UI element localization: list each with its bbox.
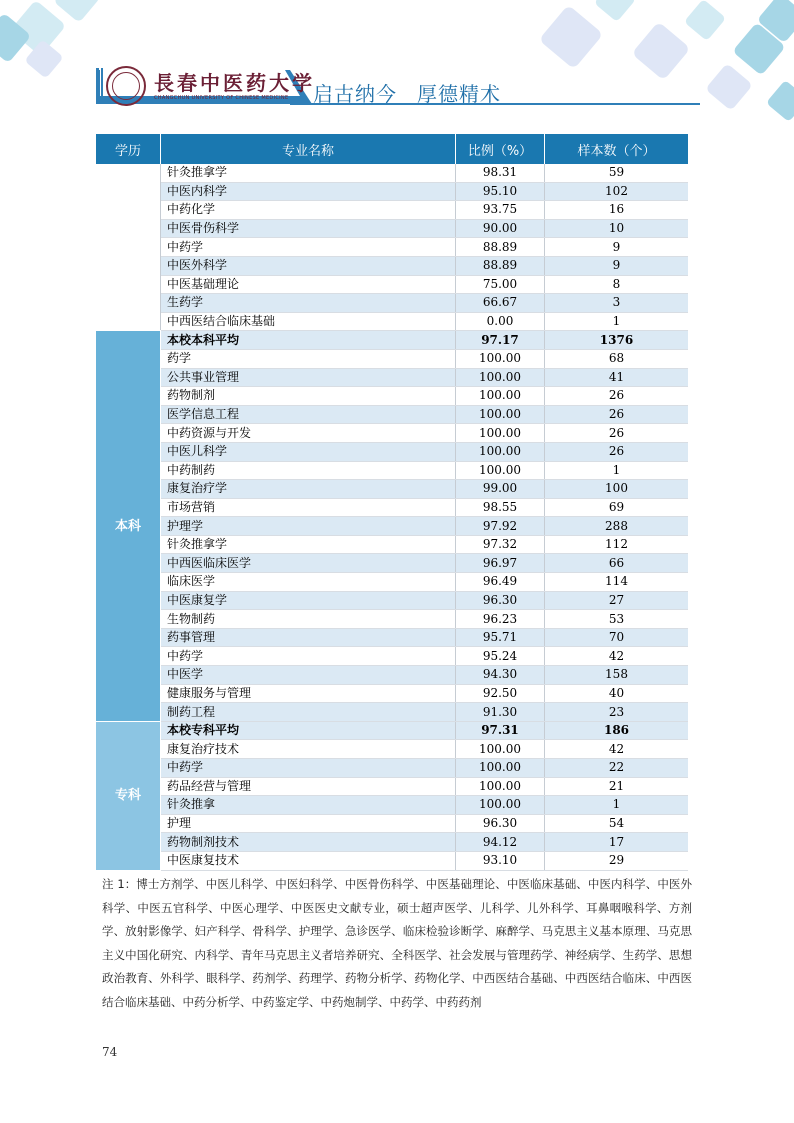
major-name-cell: 药品经营与管理 (161, 777, 456, 796)
sample-count-cell: 53 (545, 610, 689, 629)
header-ratio: 比例（%） (456, 134, 545, 164)
table-row (96, 256, 688, 275)
ratio-cell: 100.00 (456, 368, 545, 387)
university-name-cn: 長春中医药大学 (154, 71, 315, 95)
major-name-cell: 针灸推拿 (161, 796, 456, 815)
ratio-cell: 94.12 (456, 833, 545, 852)
sample-count-cell: 26 (545, 442, 689, 461)
major-name-cell: 中药学 (161, 647, 456, 666)
education-level-cell: 本科 (96, 331, 161, 721)
ratio-cell: 97.31 (456, 721, 545, 740)
major-name-cell: 药事管理 (161, 628, 456, 647)
table-row (96, 759, 688, 778)
ratio-cell: 96.30 (456, 814, 545, 833)
table-row (96, 796, 688, 815)
table-row (96, 851, 688, 870)
motto-part-1: 启古纳今 (313, 82, 397, 106)
table-row (96, 238, 688, 257)
ratio-cell: 96.49 (456, 573, 545, 592)
ratio-cell: 96.30 (456, 591, 545, 610)
major-name-cell: 生药学 (161, 294, 456, 313)
sample-count-cell: 22 (545, 759, 689, 778)
sample-count-cell: 112 (545, 535, 689, 554)
major-name-cell: 中医儿科学 (161, 442, 456, 461)
major-name-cell: 中药学 (161, 238, 456, 257)
table-row (96, 442, 688, 461)
sample-count-cell: 288 (545, 517, 689, 536)
header-sample-count: 样本数（个） (545, 134, 689, 164)
sample-count-cell: 114 (545, 573, 689, 592)
table-row (96, 331, 688, 350)
major-name-cell: 中药化学 (161, 201, 456, 220)
major-name-cell: 中医学 (161, 666, 456, 685)
education-level-cell: 专科 (96, 721, 161, 870)
sample-count-cell: 1 (545, 796, 689, 815)
ratio-cell: 98.55 (456, 498, 545, 517)
table-row (96, 294, 688, 313)
major-name-cell: 制药工程 (161, 703, 456, 722)
table-row (96, 405, 688, 424)
ratio-cell: 88.89 (456, 256, 545, 275)
major-name-cell: 药物制剂技术 (161, 833, 456, 852)
ratio-cell: 90.00 (456, 219, 545, 238)
ratio-cell: 75.00 (456, 275, 545, 294)
table-row (96, 517, 688, 536)
ratio-cell: 99.00 (456, 480, 545, 499)
sample-count-cell: 70 (545, 628, 689, 647)
major-name-cell: 康复治疗技术 (161, 740, 456, 759)
ratio-cell: 92.50 (456, 684, 545, 703)
major-name-cell: 生物制药 (161, 610, 456, 629)
major-name-cell: 中药资源与开发 (161, 424, 456, 443)
major-name-cell: 本校专科平均 (161, 721, 456, 740)
ratio-cell: 95.24 (456, 647, 545, 666)
footnote: 注 1：博士方剂学、中医儿科学、中医妇科学、中医骨伤科学、中医基础理论、中医临床基础、中医内科学、中医外科学、中医五官科学、中医心理学、中医医史文献专业，硕士超声医学、儿科学、儿外科学、耳鼻咽喉科学、方剂学、放射影像学、妇产科学、骨科学、护理学、急诊医学、临床检验诊断学、麻醉学、马克思主义基本原理、马克思主义中国化研究、内科学、青年马克思主义者培养研究、全科医学、社会发展与管理药学、神经病学、生药学、思想政治教育、外科学、眼科学、药剂学、药理学、药物分析学、药物化学、中西医结合基础、中西医结合临床、中西医结合临床基础、中药分析学、中药鉴定学、中药炮制学、中药学、中药药剂 (102, 877, 692, 1009)
major-name-cell: 针灸推拿学 (161, 535, 456, 554)
sample-count-cell: 27 (545, 591, 689, 610)
table-row (96, 814, 688, 833)
ratio-cell: 91.30 (456, 703, 545, 722)
sample-count-cell: 10 (545, 219, 689, 238)
table-row (96, 387, 688, 406)
header-education: 学历 (96, 134, 161, 164)
employment-ratio-table (96, 134, 688, 871)
ratio-cell: 94.30 (456, 666, 545, 685)
major-name-cell: 中西医临床医学 (161, 554, 456, 573)
table-row (96, 368, 688, 387)
major-name-cell: 本校本科平均 (161, 331, 456, 350)
sample-count-cell: 40 (545, 684, 689, 703)
table-row (96, 628, 688, 647)
sample-count-cell: 26 (545, 424, 689, 443)
major-name-cell: 中医康复技术 (161, 851, 456, 870)
sample-count-cell: 59 (545, 164, 689, 182)
sample-count-cell: 1 (545, 312, 689, 331)
ratio-cell: 100.00 (456, 405, 545, 424)
sample-count-cell: 23 (545, 703, 689, 722)
university-seal-icon (106, 66, 146, 106)
motto-part-2: 厚德精术 (417, 82, 501, 106)
table-row (96, 182, 688, 201)
sample-count-cell: 3 (545, 294, 689, 313)
ratio-cell: 100.00 (456, 777, 545, 796)
header-major: 专业名称 (161, 134, 456, 164)
ratio-cell: 100.00 (456, 796, 545, 815)
major-name-cell: 市场营销 (161, 498, 456, 517)
ratio-cell: 66.67 (456, 294, 545, 313)
ratio-cell: 96.97 (456, 554, 545, 573)
major-name-cell: 中西医结合临床基础 (161, 312, 456, 331)
table-row (96, 740, 688, 759)
sample-count-cell: 66 (545, 554, 689, 573)
sample-count-cell: 17 (545, 833, 689, 852)
major-name-cell: 中医骨伤科学 (161, 219, 456, 238)
major-name-cell: 健康服务与管理 (161, 684, 456, 703)
sample-count-cell: 100 (545, 480, 689, 499)
ratio-cell: 100.00 (456, 442, 545, 461)
sample-count-cell: 186 (545, 721, 689, 740)
sample-count-cell: 9 (545, 238, 689, 257)
major-name-cell: 中医基础理论 (161, 275, 456, 294)
table-row (96, 312, 688, 331)
ratio-cell: 97.17 (456, 331, 545, 350)
major-name-cell: 护理 (161, 814, 456, 833)
sample-count-cell: 102 (545, 182, 689, 201)
major-name-cell: 公共事业管理 (161, 368, 456, 387)
ratio-cell: 93.75 (456, 201, 545, 220)
major-name-cell: 中医外科学 (161, 256, 456, 275)
table-row (96, 498, 688, 517)
table-row (96, 164, 688, 182)
sample-count-cell: 26 (545, 387, 689, 406)
education-level-cell (96, 164, 161, 331)
table-row (96, 666, 688, 685)
major-name-cell: 中药制药 (161, 461, 456, 480)
sample-count-cell: 21 (545, 777, 689, 796)
sample-count-cell: 16 (545, 201, 689, 220)
ratio-cell: 95.71 (456, 628, 545, 647)
ratio-cell: 96.23 (456, 610, 545, 629)
major-name-cell: 康复治疗学 (161, 480, 456, 499)
table-row (96, 219, 688, 238)
major-name-cell: 医学信息工程 (161, 405, 456, 424)
ratio-cell: 93.10 (456, 851, 545, 870)
table-row (96, 684, 688, 703)
major-name-cell: 中药学 (161, 759, 456, 778)
sample-count-cell: 1376 (545, 331, 689, 350)
page-number: 74 (102, 1045, 118, 1059)
ratio-cell: 100.00 (456, 424, 545, 443)
table-row (96, 480, 688, 499)
table-body (96, 164, 688, 870)
table-row (96, 703, 688, 722)
table-row (96, 777, 688, 796)
ratio-cell: 97.32 (456, 535, 545, 554)
sample-count-cell: 9 (545, 256, 689, 275)
sample-count-cell: 29 (545, 851, 689, 870)
table-row (96, 591, 688, 610)
major-name-cell: 中医康复学 (161, 591, 456, 610)
table-row (96, 610, 688, 629)
major-name-cell: 护理学 (161, 517, 456, 536)
table-row (96, 833, 688, 852)
ratio-cell: 95.10 (456, 182, 545, 201)
university-name-en: CHANGCHUN UNIVERSITY OF CHINESE MEDICINE (154, 95, 289, 101)
ratio-cell: 98.31 (456, 164, 545, 182)
table-row (96, 275, 688, 294)
table-row (96, 201, 688, 220)
major-name-cell: 临床医学 (161, 573, 456, 592)
sample-count-cell: 1 (545, 461, 689, 480)
ratio-cell: 100.00 (456, 759, 545, 778)
table-header-row (96, 134, 688, 164)
major-name-cell: 药物制剂 (161, 387, 456, 406)
table-row (96, 349, 688, 368)
sample-count-cell: 69 (545, 498, 689, 517)
table-row (96, 535, 688, 554)
ratio-cell: 97.92 (456, 517, 545, 536)
ratio-cell: 100.00 (456, 387, 545, 406)
sample-count-cell: 26 (545, 405, 689, 424)
sample-count-cell: 158 (545, 666, 689, 685)
sample-count-cell: 42 (545, 647, 689, 666)
table-row (96, 424, 688, 443)
ratio-cell: 100.00 (456, 349, 545, 368)
ratio-cell: 88.89 (456, 238, 545, 257)
sample-count-cell: 42 (545, 740, 689, 759)
sample-count-cell: 68 (545, 349, 689, 368)
sample-count-cell: 54 (545, 814, 689, 833)
ratio-cell: 100.00 (456, 740, 545, 759)
table-row (96, 721, 688, 740)
table-row (96, 554, 688, 573)
ratio-cell: 100.00 (456, 461, 545, 480)
table-row (96, 573, 688, 592)
ratio-cell: 0.00 (456, 312, 545, 331)
sample-count-cell: 41 (545, 368, 689, 387)
table-row (96, 647, 688, 666)
table-row (96, 461, 688, 480)
sample-count-cell: 8 (545, 275, 689, 294)
major-name-cell: 中医内科学 (161, 182, 456, 201)
major-name-cell: 药学 (161, 349, 456, 368)
university-logo (106, 64, 315, 108)
major-name-cell: 针灸推拿学 (161, 164, 456, 182)
motto (313, 78, 521, 107)
